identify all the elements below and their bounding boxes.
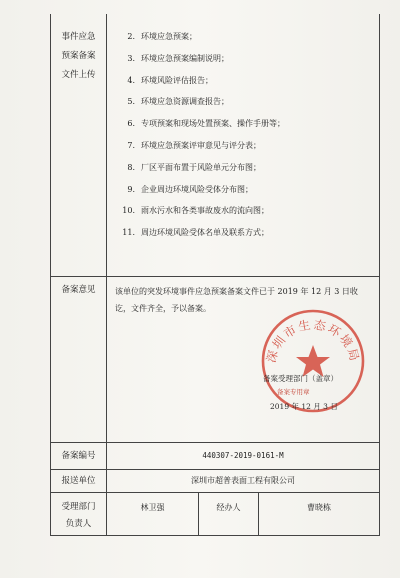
upload-row: [51, 14, 379, 277]
responsible-label-line: 负责人: [65, 519, 92, 529]
filing-seal-label: 备案专用章: [277, 388, 310, 396]
submitting-unit-label: 报送单位: [51, 470, 107, 492]
list-item: 7. 环境应急预案评审意见与评分表；: [127, 140, 261, 150]
responsible-label: [51, 493, 107, 535]
list-item: 4. 环境风险评估报告；: [127, 75, 213, 85]
seal-text: 深圳市生态环境局: [263, 317, 363, 365]
filing-date: 2019 年 12 月 3 日: [270, 402, 338, 411]
upload-label: [51, 14, 107, 276]
opinion-label: 备案意见: [51, 277, 107, 442]
submitting-unit-row: [51, 470, 379, 493]
submitting-unit-value: 深圳市超普表面工程有限公司: [191, 476, 295, 485]
upload-label-line: 事件应急: [61, 32, 96, 42]
official-seal-icon: [259, 307, 367, 415]
filing-table: [50, 14, 380, 536]
handler-name: 曹晓栋: [307, 503, 331, 512]
handler-label: 经办人: [199, 493, 259, 535]
record-number-value: 440307-2019-0161-M: [202, 451, 284, 460]
opinion-text: 该单位的突发环境事件应急预案备案文件已于 2019 年 12 月 3 日收讫，文件齐全，予以备案。: [115, 287, 358, 313]
record-number-row: [51, 443, 379, 470]
filing-department: 备案受理部门（盖章）: [263, 374, 338, 383]
responsible-label-line: 受理部门: [61, 502, 96, 512]
document-list: [107, 14, 379, 244]
list-item: 8. 厂区平面布置于风险单元分布图；: [127, 162, 261, 172]
list-item: 10. 雨水污水和各类事故废水的流向图；: [122, 206, 269, 216]
list-item: 2. 环境应急预案；: [127, 32, 197, 41]
list-item: 3. 环境应急预案编制说明；: [127, 53, 229, 63]
opinion-row: [51, 277, 379, 443]
record-number-label: 备案编号: [51, 443, 107, 469]
list-item: 5. 环境应急资源调查报告；: [127, 97, 229, 107]
upload-label-line: 文件上传: [61, 70, 96, 80]
upload-label-line: 预案备案: [61, 51, 96, 61]
responsible-row: [51, 493, 379, 536]
list-item: 9. 企业周边环境风险受体分布图；: [127, 184, 253, 194]
list-item: 6. 专项预案和现场处置预案、操作手册等；: [127, 119, 285, 129]
department-head-name: 林卫强: [107, 493, 199, 535]
list-item: 11. 周边环境风险受体名单及联系方式；: [122, 228, 269, 238]
